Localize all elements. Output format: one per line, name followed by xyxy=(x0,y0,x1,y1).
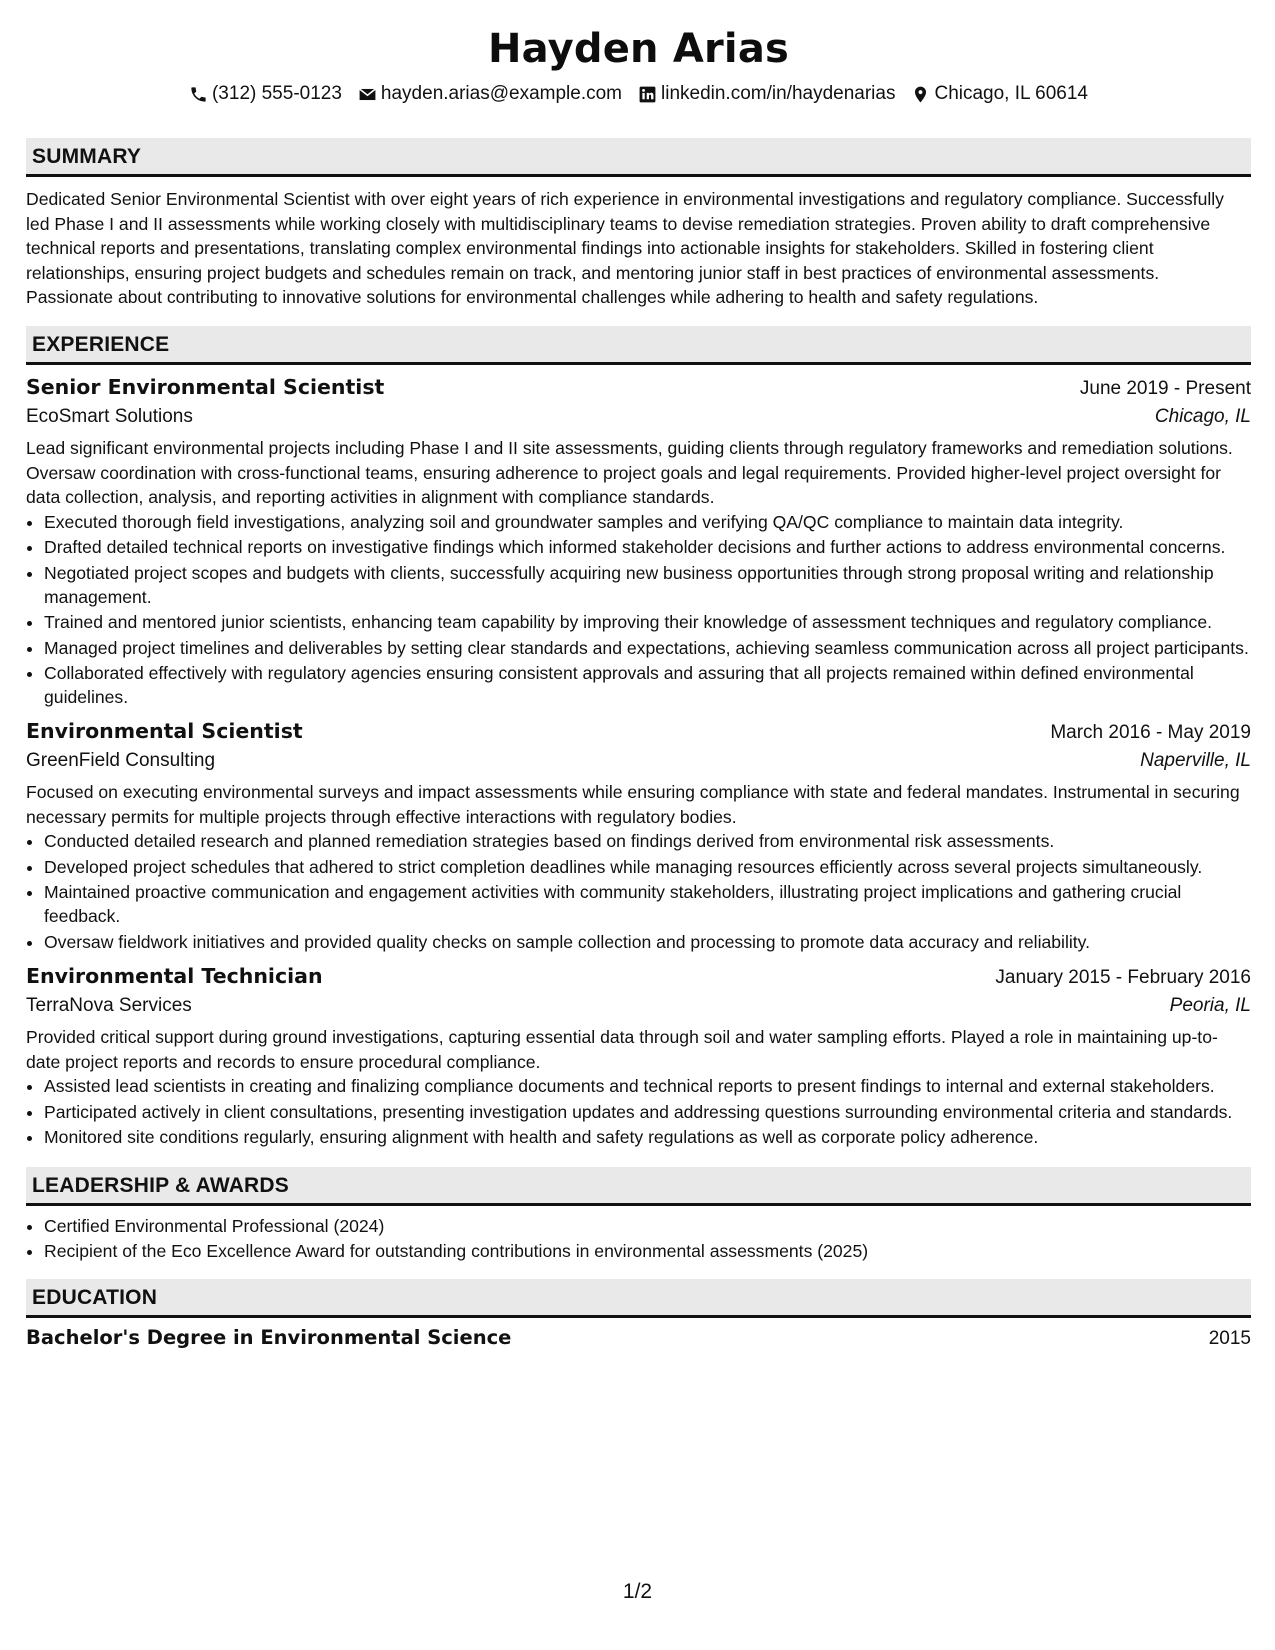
list-item: • Managed project timelines and deliverables by setting clear standards and expectations, achieving seamless communication across all project participants. xyxy=(44,636,1251,660)
job-bullets xyxy=(26,1074,1251,1149)
job-company: GreenField Consulting xyxy=(26,750,216,772)
list-item: • Oversaw fieldwork initiatives and provided quality checks on sample collection and processing to promote data accuracy and reliability. xyxy=(44,930,1251,954)
list-item: • Certified Environmental Professional (2024) xyxy=(44,1214,1251,1238)
job-bullets xyxy=(26,510,1251,710)
job-title: Senior Environmental Scientist xyxy=(26,374,385,399)
location-text: Chicago, IL 60614 xyxy=(934,83,1088,104)
job-entry xyxy=(26,719,1251,954)
linkedin-text[interactable]: linkedin.com/in/haydenarias xyxy=(661,83,896,104)
candidate-name: Hayden Arias xyxy=(487,26,790,72)
job-location: Naperville, IL xyxy=(1140,750,1251,772)
list-item: • Drafted detailed technical reports on investigative findings which informed stakeholder decisions and further actions to address environmental concerns. xyxy=(44,535,1251,559)
degree-title: Bachelor's Degree in Environmental Science xyxy=(26,1326,512,1350)
phone-icon xyxy=(189,85,208,104)
resume-page xyxy=(26,0,1251,1350)
job-description: Lead significant environmental projects including Phase I and II site assessments, guiding clients through regulatory frameworks and remediation solutions. Oversaw coordination with cross-functional teams, ensuring adherence to project goals and legal requirements. Provided higher-level project oversight for data collection, analysis, and reporting activities in alignment with compliance standards. xyxy=(26,437,1233,508)
linkedin-icon xyxy=(638,85,657,104)
email-text[interactable]: hayden.arias@example.com xyxy=(380,83,622,104)
page-number: 1/2 xyxy=(622,1580,653,1603)
awards-heading: LEADERSHIP & AWARDS xyxy=(26,1167,1251,1206)
job-company: EcoSmart Solutions xyxy=(26,405,193,427)
job-location: Chicago, IL xyxy=(1154,405,1251,427)
job-description: Focused on executing environmental surveys and impact assessments while ensuring compliance with state and federal mandates. Instrumental in securing necessary permits for multiple projects through effective interactions with regulatory bodies. xyxy=(26,782,1240,827)
contact-bar xyxy=(26,82,1251,106)
list-item: • Developed project schedules that adhered to strict completion deadlines while managing resources efficiently across several projects simultaneously. xyxy=(44,855,1251,879)
list-item: • Collaborated effectively with regulatory agencies ensuring consistent approvals and assuring that all projects remained within defined environmental guidelines. xyxy=(44,661,1251,709)
education-year: 2015 xyxy=(1208,1328,1251,1350)
job-dates: January 2015 - February 2016 xyxy=(995,966,1251,988)
phone-text: (312) 555-0123 xyxy=(211,83,342,104)
list-item: • Conducted detailed research and planned remediation strategies based on findings derived from environmental risk assessments. xyxy=(44,829,1251,853)
list-item: • Executed thorough field investigations, analyzing soil and groundwater samples and verifying QA/QC compliance to maintain data integrity. xyxy=(44,510,1251,534)
job-dates: June 2019 - Present xyxy=(1079,377,1251,399)
map-pin-icon xyxy=(911,85,930,104)
job-company: TerraNova Services xyxy=(26,994,192,1016)
list-item: • Negotiated project scopes and budgets with clients, successfully acquiring new business opportunities through strong proposal writing and relationship management. xyxy=(44,561,1251,609)
list-item: • Recipient of the Eco Excellence Award for outstanding contributions in environmental assessments (2025) xyxy=(44,1239,1251,1263)
job-title: Environmental Scientist xyxy=(26,719,303,744)
experience-heading: EXPERIENCE xyxy=(26,326,1251,365)
awards-list xyxy=(26,1214,1251,1264)
list-item: • Monitored site conditions regularly, ensuring alignment with health and safety regulations as well as corporate policy adherence. xyxy=(44,1125,1251,1149)
envelope-icon xyxy=(358,85,377,104)
job-bullets xyxy=(26,829,1251,954)
summary-heading: SUMMARY xyxy=(26,138,1251,177)
summary-text: Dedicated Senior Environmental Scientist with over eight years of rich experience in environmental investigations and regulatory compliance. Successfully led Phase I and II assessments while working closely with multidisciplinary teams to devise remediation strategies. Proven ability to draft comprehensive technical reports and presentations, translating complex environmental findings into actionable insights for stakeholders. Skilled in fostering client relationships, ensuring project budgets and schedules remain on track, and mentoring junior staff in best practices of environmental assessments. Passionate about contributing to innovative solutions for environmental challenges while adhering to health and safety regulations. xyxy=(26,189,1224,308)
education-entry xyxy=(26,1326,1251,1350)
job-title: Environmental Technician xyxy=(26,963,323,988)
contact-linkedin[interactable] xyxy=(638,82,895,106)
contact-phone xyxy=(189,82,342,106)
list-item: • Maintained proactive communication and engagement activities with community stakeholders, illustrating project implications and gathering crucial feedback. xyxy=(44,880,1251,928)
job-entry xyxy=(26,964,1251,1149)
job-description: Provided critical support during ground investigations, capturing essential data through soil and water sampling efforts. Played a role in maintaining up-to-date project reports and records to ensure procedural compliance. xyxy=(26,1026,1218,1072)
list-item: • Assisted lead scientists in creating and finalizing compliance documents and technical reports to present findings to internal and external stakeholders. xyxy=(44,1074,1251,1098)
contact-email[interactable] xyxy=(358,82,622,106)
list-item: • Trained and mentored junior scientists, enhancing team capability by improving their knowledge of assessment techniques and regulatory compliance. xyxy=(44,610,1251,634)
list-item: • Participated actively in client consultations, presenting investigation updates and addressing questions surrounding environmental criteria and standards. xyxy=(44,1100,1251,1124)
education-heading: EDUCATION xyxy=(26,1279,1251,1318)
contact-location xyxy=(911,82,1088,106)
job-dates: March 2016 - May 2019 xyxy=(1050,722,1251,744)
job-entry xyxy=(26,375,1251,709)
job-location: Peoria, IL xyxy=(1169,994,1251,1016)
